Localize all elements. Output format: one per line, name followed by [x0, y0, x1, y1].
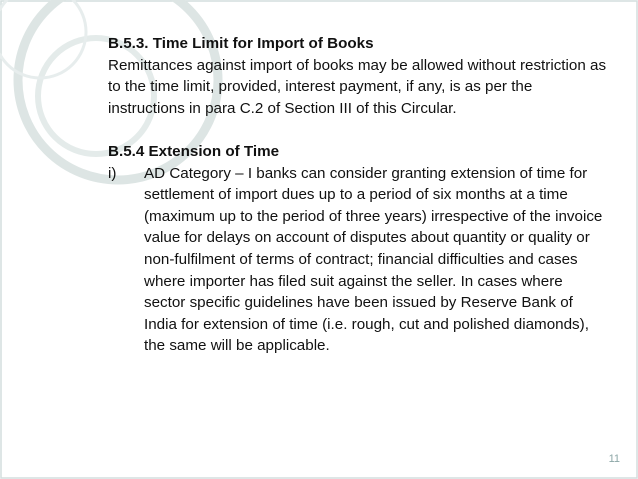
section-body-time-limit: Remittances against import of books may be allowed without restriction as to the time limit, provided, interest payment, if any, is as per the instructions in para C.2 of Section III of this Circular.: [108, 56, 607, 117]
section-heading-time-limit: B.5.3. Time Limit for Import of Books: [108, 35, 374, 52]
section-heading-extension: B.5.4 Extension of Time: [108, 142, 280, 160]
spacer: [108, 119, 608, 141]
list-item: [108, 163, 608, 357]
page-number: 11: [608, 453, 620, 465]
list-item-text: AD Category – I banks can consider granting extension of time for settlement of import dues up to a period of six months at a time (maximum up to the period of three years) irrespective of the invoice value for delays on account of disputes about quantity or quality or non-fulfilment of terms of contract; financial difficulties and cases where importer has filed suit against the seller. In cases where sector specific guidelines have been issued by Reserve Bank of India for extension of time (i.e. rough, cut and polished diamonds), the same will be applicable.: [144, 164, 603, 355]
slide-content: [108, 33, 608, 357]
list-item-marker: i): [108, 164, 117, 182]
